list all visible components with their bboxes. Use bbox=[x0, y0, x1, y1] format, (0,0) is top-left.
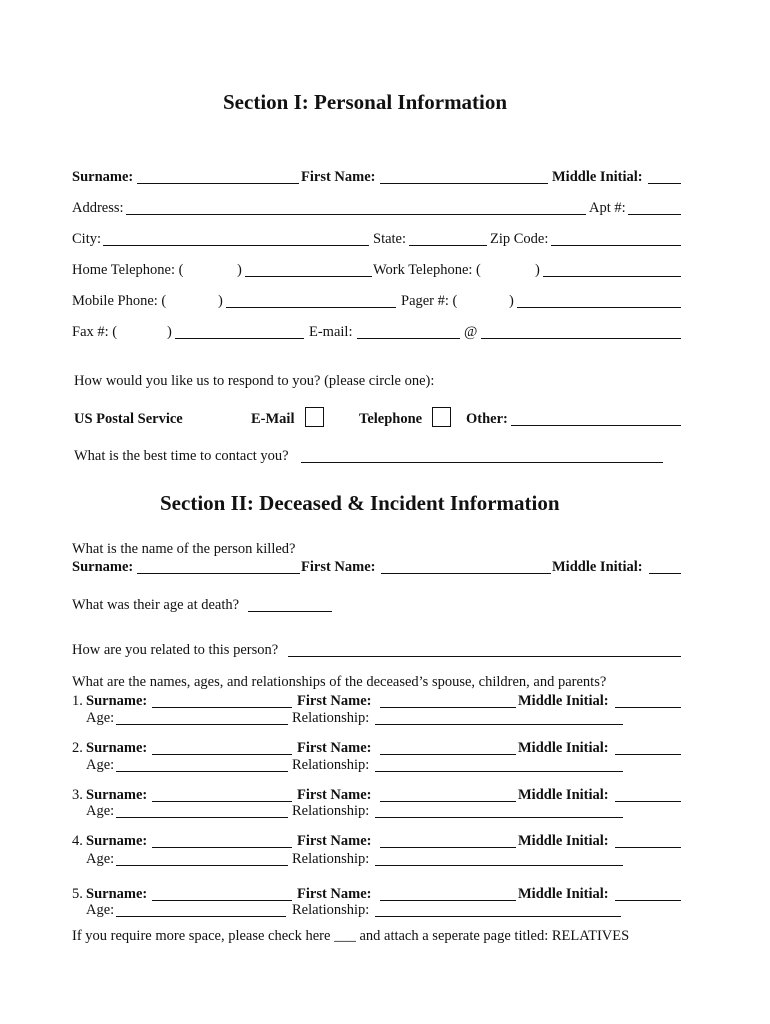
relative-relationship-label: Relationship: bbox=[292, 902, 370, 918]
best-time-question: What is the best time to contact you? bbox=[74, 448, 289, 464]
option-postal[interactable]: US Postal Service bbox=[74, 411, 183, 427]
relative-first-name-field[interactable] bbox=[380, 847, 516, 848]
relatives-question: What are the names, ages, and relationships of the deceased’s spouse, children, and parents? bbox=[72, 674, 607, 690]
work-telephone-paren: ) bbox=[535, 262, 540, 278]
relative-first-name-field[interactable] bbox=[380, 754, 516, 755]
relative-first-name-field[interactable] bbox=[380, 707, 516, 708]
relative-relationship-field[interactable] bbox=[375, 865, 623, 866]
relative-number: 5. bbox=[72, 886, 83, 902]
zip-label: Zip Code: bbox=[490, 231, 549, 247]
relative-surname-label: Surname: bbox=[86, 740, 148, 756]
address-field[interactable] bbox=[126, 214, 586, 215]
relative-age-label: Age: bbox=[86, 803, 115, 819]
related-question: How are you related to this person? bbox=[72, 642, 279, 658]
apt-label: Apt #: bbox=[589, 200, 626, 216]
telephone-checkbox[interactable] bbox=[432, 407, 451, 427]
pager-field[interactable] bbox=[517, 307, 681, 308]
section1-title: Section I: Personal Information bbox=[223, 90, 508, 114]
relative-first-name-label: First Name: bbox=[297, 886, 372, 902]
work-telephone-label: Work Telephone: ( bbox=[373, 262, 481, 278]
option-email[interactable]: E-Mail bbox=[251, 411, 295, 427]
relative-relationship-field[interactable] bbox=[375, 724, 623, 725]
zip-field[interactable] bbox=[551, 245, 681, 246]
relative-relationship-label: Relationship: bbox=[292, 757, 370, 773]
relative-relationship-label: Relationship: bbox=[292, 851, 370, 867]
deceased-middle-initial-field[interactable] bbox=[649, 573, 681, 574]
relative-age-field[interactable] bbox=[116, 771, 288, 772]
relative-middle-initial-field[interactable] bbox=[615, 900, 681, 901]
email-label: E-mail: bbox=[309, 324, 353, 340]
home-telephone-label: Home Telephone: ( bbox=[72, 262, 184, 278]
city-field[interactable] bbox=[103, 245, 369, 246]
best-time-field[interactable] bbox=[301, 462, 663, 463]
home-telephone-field[interactable] bbox=[245, 276, 372, 277]
first-name-label: First Name: bbox=[301, 169, 376, 185]
relative-surname-field[interactable] bbox=[152, 801, 292, 802]
section2-title: Section II: Deceased & Incident Information bbox=[160, 491, 560, 515]
option-telephone[interactable]: Telephone bbox=[359, 411, 423, 427]
pager-paren: ) bbox=[509, 293, 514, 309]
middle-initial-label: Middle Initial: bbox=[552, 169, 643, 185]
relative-age-label: Age: bbox=[86, 710, 115, 726]
relative-age-field[interactable] bbox=[116, 817, 288, 818]
relative-age-field[interactable] bbox=[116, 724, 288, 725]
relative-age-field[interactable] bbox=[116, 865, 288, 866]
relative-middle-initial-label: Middle Initial: bbox=[518, 787, 609, 803]
email-checkbox[interactable] bbox=[305, 407, 324, 427]
state-field[interactable] bbox=[409, 245, 487, 246]
mobile-phone-label: Mobile Phone: ( bbox=[72, 293, 167, 309]
relative-first-name-label: First Name: bbox=[297, 787, 372, 803]
relative-surname-label: Surname: bbox=[86, 693, 148, 709]
relative-surname-label: Surname: bbox=[86, 886, 148, 902]
relative-middle-initial-label: Middle Initial: bbox=[518, 833, 609, 849]
relative-relationship-label: Relationship: bbox=[292, 803, 370, 819]
mobile-phone-paren: ) bbox=[218, 293, 223, 309]
apt-field[interactable] bbox=[628, 214, 681, 215]
first-name-field[interactable] bbox=[380, 183, 548, 184]
relative-relationship-label: Relationship: bbox=[292, 710, 370, 726]
relative-first-name-label: First Name: bbox=[297, 693, 372, 709]
surname-label: Surname: bbox=[72, 169, 134, 185]
middle-initial-field[interactable] bbox=[648, 183, 681, 184]
state-label: State: bbox=[373, 231, 407, 247]
relative-age-label: Age: bbox=[86, 757, 115, 773]
relative-first-name-field[interactable] bbox=[380, 801, 516, 802]
fax-label: Fax #: ( bbox=[72, 324, 118, 340]
relative-first-name-label: First Name: bbox=[297, 740, 372, 756]
fax-paren: ) bbox=[167, 324, 172, 340]
work-telephone-field[interactable] bbox=[543, 276, 681, 277]
email-at: @ bbox=[464, 324, 478, 340]
deceased-first-name-label: First Name: bbox=[301, 559, 376, 575]
deceased-surname-label: Surname: bbox=[72, 559, 134, 575]
deceased-first-name-field[interactable] bbox=[381, 573, 551, 574]
relative-number: 4. bbox=[72, 833, 83, 849]
address-label: Address: bbox=[72, 200, 124, 216]
surname-field[interactable] bbox=[137, 183, 299, 184]
relative-first-name-label: First Name: bbox=[297, 833, 372, 849]
relative-surname-field[interactable] bbox=[152, 847, 292, 848]
relative-middle-initial-label: Middle Initial: bbox=[518, 886, 609, 902]
relative-middle-initial-field[interactable] bbox=[615, 847, 681, 848]
relative-age-label: Age: bbox=[86, 902, 115, 918]
age-at-death-question: What was their age at death? bbox=[72, 597, 240, 613]
fax-field[interactable] bbox=[175, 338, 304, 339]
relative-middle-initial-field[interactable] bbox=[615, 707, 681, 708]
relative-middle-initial-field[interactable] bbox=[615, 754, 681, 755]
deceased-surname-field[interactable] bbox=[137, 573, 300, 574]
relative-number: 2. bbox=[72, 740, 83, 756]
respond-question: How would you like us to respond to you? (please circle one): bbox=[74, 373, 435, 389]
relative-middle-initial-label: Middle Initial: bbox=[518, 740, 609, 756]
other-field[interactable] bbox=[511, 425, 681, 426]
person-killed-question: What is the name of the person killed? bbox=[72, 541, 296, 557]
relative-middle-initial-label: Middle Initial: bbox=[518, 693, 609, 709]
deceased-middle-initial-label: Middle Initial: bbox=[552, 559, 643, 575]
relative-relationship-field[interactable] bbox=[375, 817, 623, 818]
relative-surname-field[interactable] bbox=[152, 900, 292, 901]
email-user-field[interactable] bbox=[357, 338, 460, 339]
related-field[interactable] bbox=[288, 656, 681, 657]
relative-number: 1. bbox=[72, 693, 83, 709]
relative-surname-label: Surname: bbox=[86, 833, 148, 849]
home-telephone-paren: ) bbox=[237, 262, 242, 278]
mobile-phone-field[interactable] bbox=[226, 307, 396, 308]
relative-first-name-field[interactable] bbox=[380, 900, 516, 901]
relative-surname-field[interactable] bbox=[152, 707, 292, 708]
email-domain-field[interactable] bbox=[481, 338, 681, 339]
relative-relationship-field[interactable] bbox=[375, 771, 623, 772]
more-space-note: If you require more space, please check here ___ and attach a seperate page titled: RELATIVES bbox=[72, 928, 630, 944]
relative-surname-field[interactable] bbox=[152, 754, 292, 755]
city-label: City: bbox=[72, 231, 102, 247]
relative-age-label: Age: bbox=[86, 851, 115, 867]
relative-middle-initial-field[interactable] bbox=[615, 801, 681, 802]
relative-age-field[interactable] bbox=[116, 916, 286, 917]
pager-label: Pager #: ( bbox=[401, 293, 458, 309]
relative-relationship-field[interactable] bbox=[375, 916, 621, 917]
age-at-death-field[interactable] bbox=[248, 611, 332, 612]
relative-surname-label: Surname: bbox=[86, 787, 148, 803]
relative-number: 3. bbox=[72, 787, 83, 803]
option-other[interactable]: Other: bbox=[466, 411, 508, 427]
